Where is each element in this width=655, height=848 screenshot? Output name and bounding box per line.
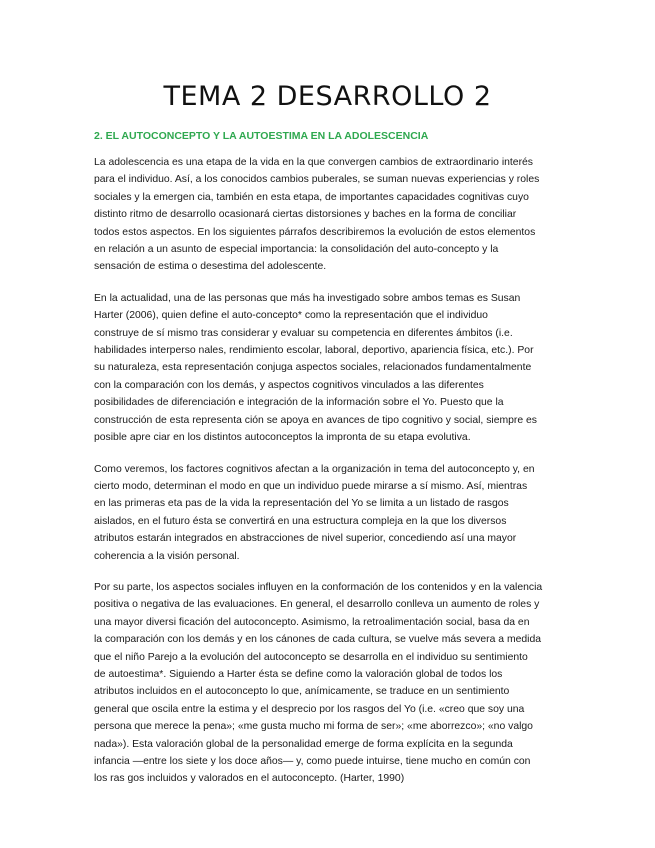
text-line: construye de sí mismo tras considerar y evaluar su competencia en diferentes ámbitos (i.e. [94,327,513,339]
text-line: cierto modo, determinan el modo en que un individuo puede mirarse a sí mismo. Así, mientras [94,480,528,492]
text-line: Como veremos, los factores cognitivos afectan a la organización in tema del autoconcepto y, en [94,463,535,475]
text-line: sensación de estima o desestima del adolescente. [94,261,327,273]
text-line: en relación a un asunto de especial importancia: la consolidación del auto-concepto y la [94,244,499,256]
text-line: coherencia a la visión personal. [94,550,240,562]
paragraph-2 [94,290,564,447]
text-line: en las primeras eta pas de la vida la representación del Yo se limita a un listado de rasgos [94,498,509,510]
paragraph-1 [94,154,564,276]
text-line: de autoestima*. Siguiendo a Harter ésta se define como la valoración global de todos los [94,668,503,680]
text-line: la comparación con los demás y en los cánones de cada cultura, se vuelve más severa a medida [94,634,542,646]
text-line: sociales y la emergen cia, también en esta etapa, de importantes capacidades cognitivas cuyo [94,191,529,203]
text-line: aislados, en el futuro ésta se convertirá en una estructura compleja en la que los diversos [94,515,507,527]
text-line: su naturaleza, esta representación conjuga aspectos sociales, relacionados fundamentalmente [94,362,532,374]
text-line: Por su parte, los aspectos sociales influyen en la conformación de los contenidos y en la valencia [94,581,543,593]
text-line: positiva o negativa de las evaluaciones. En general, el desarrollo conlleva un aumento de roles y [94,599,540,611]
text-line: distinto ritmo de desarrollo ocasionará ciertas distorsiones y baches en la forma de conciliar [94,209,517,221]
text-line: construcción de esta representa ción se apoya en avances de tipo cognitivo y social, siempre es [94,414,538,426]
text-line: posible apre ciar en los distintos autoconceptos la impronta de su etapa evolutiva. [94,432,471,444]
text-line: para el individuo. Así, a los conocidos cambios puberales, se suman nuevas experiencias y roles [94,174,540,186]
text-line: infancia —entre los siete y los doce años— y, como puede intuirse, tiene mucho en común con [94,756,531,767]
text-line: todos estos aspectos. En los siguientes párrafos describiremos la evolución de estos elementos [94,226,536,238]
text-line: que el niño Parejo a la evolución del autoconcepto se desarrolla en el individuo su sentimiento [94,651,528,663]
page-title: TEMA 2 DESARROLLO 2 [163,81,492,112]
paragraph-4 [94,579,564,788]
text-line: atributos estarán integrados en abstracciones de nivel superior, concediendo así una mayor [94,533,517,545]
paragraph-3 [94,461,564,565]
text-line: persona que merece la pena»; «me gusta mucho mi forma de ser»; «me aborrezco»; «no valgo [94,721,533,733]
text-line: La adolescencia es una etapa de la vida en la que convergen cambios de extraordinario interés [94,157,534,168]
text-line: atributos incluidos en el autoconcepto lo que, anímicamente, se traduce en un sentimiento [94,686,510,698]
text-line: con la comparación con los demás, y aspectos cognitivos vinculados a las diferentes [94,379,484,391]
text-line: nada»). Esta valoración global de la personalidad emerge de forma explícita en la segunda [94,738,513,750]
text-line: Harter (2006), quien define el auto-concepto* como la representación que el individuo [94,310,488,322]
text-line: posibilidades de diferenciación e integración de la información sobre el Yo. Puesto que la [94,397,504,409]
text-line: los ras gos incluidos y valorados en el autoconcepto. (Harter, 1990) [94,773,405,785]
text-line: general que oscila entre la estima y el desprecio por los rasgos del Yo (i.e. «creo que soy una [94,703,525,715]
text-line: una mayor diversi ficación del autoconcepto. Asimismo, la retroalimentación social, basa da en [94,616,530,628]
section-heading: 2. EL AUTOCONCEPTO Y LA AUTOESTIMA EN LA ADOLESCENCIA [94,130,429,142]
text-line: habilidades interperso nales, rendimiento escolar, laboral, deportivo, apariencia física, etc.). Por [94,345,534,357]
text-line: En la actualidad, una de las personas que más ha investigado sobre ambos temas es Susan [94,292,521,304]
document-body [94,154,564,802]
